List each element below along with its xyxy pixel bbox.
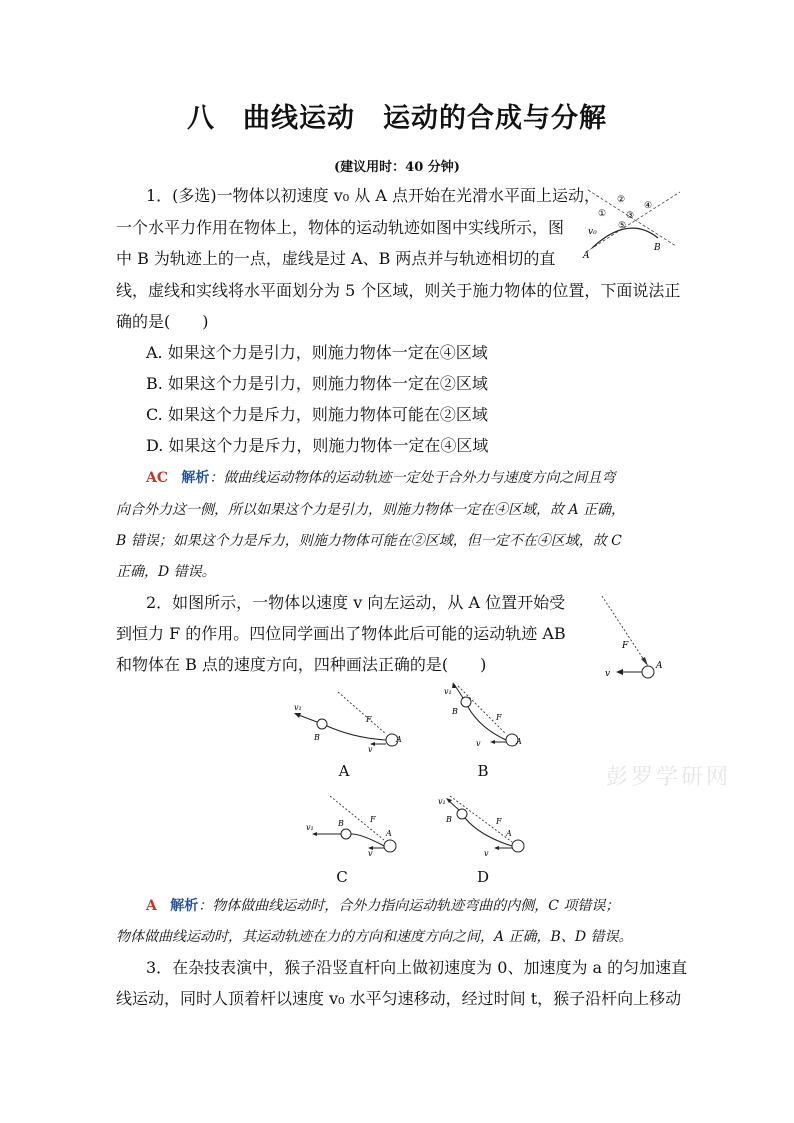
q2-jiexi-label: 解析 [170, 898, 199, 914]
region-3-label: ③ [626, 211, 635, 221]
q2-line-1: 2．如图所示，一物体以速度 v 向左运动，从 A 位置开始受 [146, 593, 566, 612]
q1-figure [580, 186, 690, 262]
q1-answer-line-1 [146, 468, 615, 488]
q2-option-c-figure [300, 792, 404, 856]
velocity-label: v [605, 669, 611, 679]
q1-line-1: 1．(多选)一物体以初速度 v₀ 从 A 点开始在光滑水平面上运动， [146, 186, 601, 205]
point-a-label: A [656, 661, 663, 671]
q1-option-a: A. 如果这个力是引力，则施力物体一定在④区域 [146, 343, 488, 362]
q3-line-1: 3．在杂技表演中，猴子沿竖直杆向上做初速度为 0、加速度为 a 的匀加速直 [146, 958, 688, 977]
caption-b: B [477, 762, 489, 780]
q1-jiexi-label: 解析 [181, 470, 210, 486]
point-b-label: B [452, 707, 458, 716]
q1-line-2: 一个水平力作用在物体上，物体的运动轨迹如图中实线所示，图 [116, 218, 565, 237]
point-a-label: A [516, 737, 522, 746]
q2-line-2: 到恒力 F 的作用。四位同学画出了物体此后可能的运动轨迹 AB [116, 624, 566, 643]
point-a-label: A [583, 251, 590, 261]
watermark: 彭罗学研网 [606, 765, 732, 790]
region-4-label: ④ [644, 201, 653, 211]
q1-option-b: B. 如果这个力是引力，则施力物体一定在②区域 [146, 374, 488, 393]
q1-answer-key: AC [146, 470, 169, 486]
force-label: F [496, 713, 502, 722]
caption-a: A [338, 762, 350, 780]
point-b-label: B [654, 243, 661, 253]
velocity-label: v [368, 849, 373, 856]
point-a-label: A [386, 829, 392, 838]
v0-label: v₀ [588, 227, 597, 237]
q1-line-5: 确的是( ) [116, 312, 209, 331]
q2-setup-figure [600, 594, 680, 684]
time-hint: (建议用时：40 分钟) [334, 160, 460, 175]
q3-line-2: 线运动，同时人顶着杆以速度 v₀ 水平匀速移动，经过时间 t，猴子沿杆向上移动 [116, 989, 682, 1008]
v1-label: v₁ [444, 687, 452, 696]
caption-d: D [476, 868, 490, 886]
region-1-label: ① [598, 209, 607, 219]
q2-answer-text-1: ：物体做曲线运动时，合外力指向运动轨迹弯曲的内侧，C 项错误； [198, 898, 620, 914]
q1-answer-text-1: ：做曲线运动物体的运动轨迹一定处于合外力与速度方向之间且弯 [209, 470, 616, 486]
force-label: F [622, 641, 629, 651]
point-a-label: A [396, 735, 402, 744]
q1-option-d: D. 如果这个力是斥力，则施力物体一定在④区域 [146, 436, 489, 455]
v1-label: v₁ [294, 703, 302, 712]
q2-line-3: 和物体在 B 点的速度方向，四种画法正确的是( ) [116, 655, 487, 674]
region-2-label: ② [617, 195, 626, 205]
force-label: F [496, 817, 502, 826]
v1-label: v₁ [438, 797, 446, 806]
q1-answer-line-2: 向合外力这一侧，所以如果这个力是引力，则施力物体一定在④区域，故 A 正确， [116, 502, 626, 518]
q2-option-d-figure [434, 792, 534, 856]
title-part-a: 曲线运动 [243, 103, 355, 134]
title-number: 八 [187, 103, 215, 134]
q1-line-3: 中 B 为轨迹上的一点，虚线是过 A、B 两点并与轨迹相切的直 [116, 249, 556, 268]
q1-line-4: 线，虚线和实线将水平面划分为 5 个区域，则关于施力物体的位置，下面说法正 [116, 281, 681, 300]
q2-answer-key: A [146, 898, 157, 914]
point-b-label: B [338, 819, 344, 828]
velocity-label: v [476, 739, 481, 748]
region-5-label: ⑤ [618, 221, 627, 231]
q2-option-a-figure [286, 690, 408, 752]
point-b-label: B [314, 733, 320, 742]
q2-option-b-figure [440, 682, 540, 752]
velocity-label: v [368, 745, 373, 752]
caption-c: C [336, 868, 348, 886]
force-label: F [370, 815, 376, 824]
q1-option-c: C. 如果这个力是斥力，则施力物体可能在②区域 [146, 405, 488, 424]
v1-label: v₁ [306, 823, 314, 832]
q1-answer-line-4: 正确，D 错误。 [116, 564, 216, 580]
q1-answer-line-3: B 错误；如果这个力是斥力，则施力物体可能在②区域，但一定不在④区域，故 C [116, 533, 622, 549]
force-label: F [366, 715, 372, 724]
q2-answer-line-1 [146, 896, 619, 916]
title-part-b: 运动的合成与分解 [383, 103, 607, 134]
velocity-label: v [484, 849, 489, 856]
point-b-label: B [446, 815, 452, 824]
q2-answer-line-2: 物体做曲线运动时，其运动轨迹在力的方向和速度方向之间，A 正确，B、D 错误。 [116, 929, 633, 945]
point-a-label: A [506, 829, 512, 838]
page-title [0, 96, 794, 135]
